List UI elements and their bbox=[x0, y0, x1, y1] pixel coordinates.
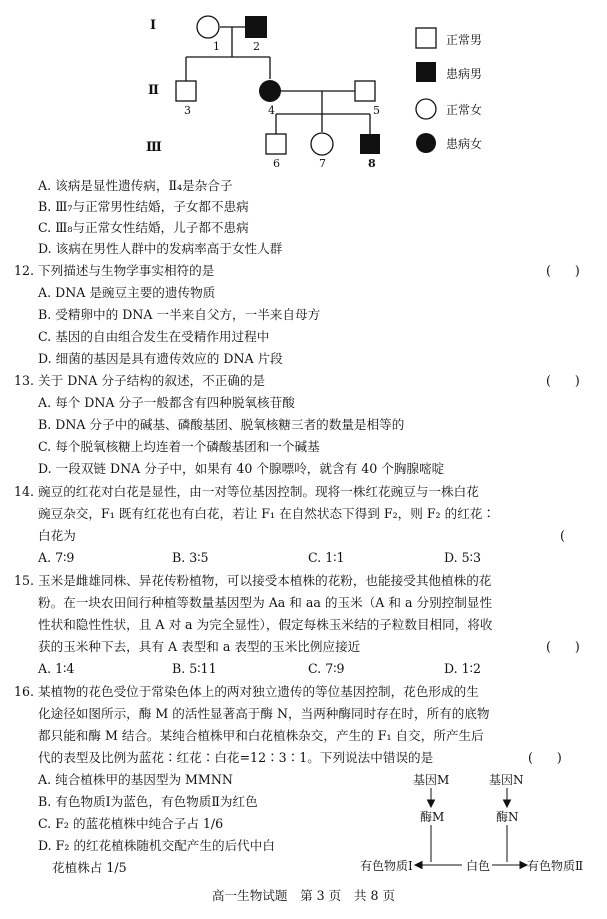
q14-option-b: B. 3∶5 bbox=[172, 550, 209, 565]
q11-option-b: B. Ⅲ₇与正常男性结婚，子女都不患病 bbox=[38, 199, 249, 214]
q14-stem-line: 白花为 bbox=[38, 528, 76, 543]
q14-answer-blank: ( bbox=[560, 528, 565, 543]
q11-option-c: C. Ⅲ₈与正常女性结婚，儿子都不患病 bbox=[38, 220, 249, 235]
q16-option-c: C. F₂ 的蓝花植株中纯合子占 1/6 bbox=[38, 816, 224, 831]
q15-option-d: D. 1∶2 bbox=[444, 661, 481, 676]
individual-number: 1 bbox=[213, 40, 220, 53]
individual-number: 5 bbox=[373, 104, 380, 117]
q11-option-a: A. 该病是显性遗传病，Ⅱ₄是杂合子 bbox=[38, 178, 233, 193]
pathway-product-2: 有色物质Ⅱ bbox=[527, 859, 584, 873]
q13-stem: 关于 DNA 分子结构的叙述，不正确的是 bbox=[38, 373, 266, 388]
q14-number: 14. bbox=[14, 484, 35, 499]
q12-option-b: B. 受精卵中的 DNA 一半来自父方，一半来自母方 bbox=[38, 307, 321, 322]
q16-stem-line: 代的表型及比例为蓝花∶红花∶白花=12∶3∶1。下列说法中错误的是 bbox=[38, 750, 434, 765]
legend-label-normal-male: 正常男 bbox=[446, 33, 483, 47]
q15-stem-line: 性状和隐性性状，且 A 对 a 为完全显性），假定每株玉米结的子粒数目相同，将收 bbox=[38, 617, 493, 632]
legend-label-affected-female: 患病女 bbox=[446, 137, 483, 151]
q12-answer-blank: ( ) bbox=[546, 263, 580, 278]
q14-option-d: D. 5∶3 bbox=[444, 550, 481, 565]
generation-label-II: Ⅱ bbox=[148, 83, 159, 98]
legend-label-normal-female: 正常女 bbox=[446, 103, 483, 117]
q16-option-b: B. 有色物质Ⅰ为蓝色，有色物质Ⅱ为红色 bbox=[38, 794, 258, 809]
q14-stem-line: 豌豆杂交，F₁ 既有红花也有白花，若让 F₁ 在自然状态下得到 F₂，则 F₂ 的红花∶ bbox=[38, 506, 495, 521]
q15-option-b: B. 5∶11 bbox=[172, 661, 217, 676]
q16-stem-line: 化途径如图所示，酶 M 的活性显著高于酶 N，当两种酶同时存在时，所有的底物 bbox=[38, 706, 490, 721]
q14-option-c: C. 1∶1 bbox=[308, 550, 345, 565]
q16-number: 16. bbox=[14, 684, 35, 699]
q15-option-a: A. 1∶4 bbox=[38, 661, 75, 676]
q16-answer-blank: ( ) bbox=[528, 750, 562, 765]
individual-number: 7 bbox=[319, 157, 326, 170]
q13-option-b: B. DNA 分子中的碱基、磷酸基团、脱氧核糖三者的数量是相等的 bbox=[38, 417, 405, 432]
legend-label-affected-male: 患病男 bbox=[446, 67, 483, 81]
q13-option-c: C. 每个脱氧核糖上均连着一个磷酸基团和一个碱基 bbox=[38, 439, 320, 454]
q14-stem-line: 豌豆的红花对白花是显性，由一对等位基因控制。现将一株红花豌豆与一株白花 bbox=[38, 484, 479, 499]
individual-number: 3 bbox=[184, 104, 191, 117]
q12-number: 12. bbox=[14, 263, 35, 278]
q15-stem-line: 玉米是雌雄同株、异花传粉植物，可以接受本植株的花粉，也能接受其他植株的花 bbox=[38, 573, 492, 588]
pathway-gene-n: 基因N bbox=[489, 773, 524, 787]
q13-answer-blank: ( ) bbox=[546, 373, 580, 388]
individual-number: 8 bbox=[368, 157, 376, 170]
q15-option-c: C. 7∶9 bbox=[308, 661, 345, 676]
q16-stem-line: 都只能和酶 M 结合。某纯合植株甲和白花植株杂交，产生的 F₁ 自交，所产生后 bbox=[38, 728, 484, 743]
q16-stem-line: 某植物的花色受位于常染色体上的两对独立遗传的等位基因控制，花色形成的生 bbox=[38, 684, 479, 699]
q12-stem: 下列描述与生物学事实相符的是 bbox=[38, 263, 215, 278]
q12-option-c: C. 基因的自由组合发生在受精作用过程中 bbox=[38, 329, 270, 344]
q16-option-d-continued: 花植株占 1/5 bbox=[52, 860, 127, 875]
q15-answer-blank: ( ) bbox=[546, 639, 580, 654]
q13-number: 13. bbox=[14, 373, 35, 388]
generation-label-III: Ⅲ bbox=[146, 140, 162, 155]
individual-number: 2 bbox=[253, 40, 260, 53]
pathway-enzyme-n: 酶N bbox=[496, 810, 519, 824]
q14-option-a: A. 7∶9 bbox=[38, 550, 75, 565]
pathway-white-substrate: 白色 bbox=[466, 859, 491, 873]
q11-option-d: D. 该病在男性人群中的发病率高于女性人群 bbox=[38, 241, 283, 256]
q13-option-d: D. 一段双链 DNA 分子中，如果有 40 个腺嘌呤，就含有 40 个胸腺嘧啶 bbox=[38, 461, 445, 476]
individual-number: 4 bbox=[268, 104, 275, 117]
q16-option-d: D. F₂ 的红花植株随机交配产生的后代中白 bbox=[38, 838, 275, 853]
generation-label-I: Ⅰ bbox=[150, 18, 157, 33]
individual-number: 6 bbox=[273, 157, 280, 170]
pathway-enzyme-m: 酶M bbox=[420, 810, 445, 824]
q15-stem-line: 获的玉米种下去，具有 A 表型和 a 表型的玉米比例应接近 bbox=[38, 639, 361, 654]
q12-option-a: A. DNA 是豌豆主要的遗传物质 bbox=[38, 285, 216, 300]
pathway-gene-m: 基因M bbox=[413, 773, 450, 787]
page-footer: 高一生物试题 第 3 页 共 8 页 bbox=[211, 888, 396, 903]
q15-number: 15. bbox=[14, 573, 35, 588]
pathway-product-1: 有色物质Ⅰ bbox=[360, 859, 413, 873]
q13-option-a: A. 每个 DNA 分子一般都含有四种脱氧核苷酸 bbox=[38, 395, 295, 410]
q16-option-a: A. 纯合植株甲的基因型为 MMNN bbox=[38, 772, 233, 787]
q15-stem-line: 粉。在一块农田间行种植等数量基因型为 Aa 和 aa 的玉米（A 和 a 分别控制显性 bbox=[38, 595, 493, 610]
q12-option-d: D. 细菌的基因是具有遗传效应的 DNA 片段 bbox=[38, 351, 283, 366]
